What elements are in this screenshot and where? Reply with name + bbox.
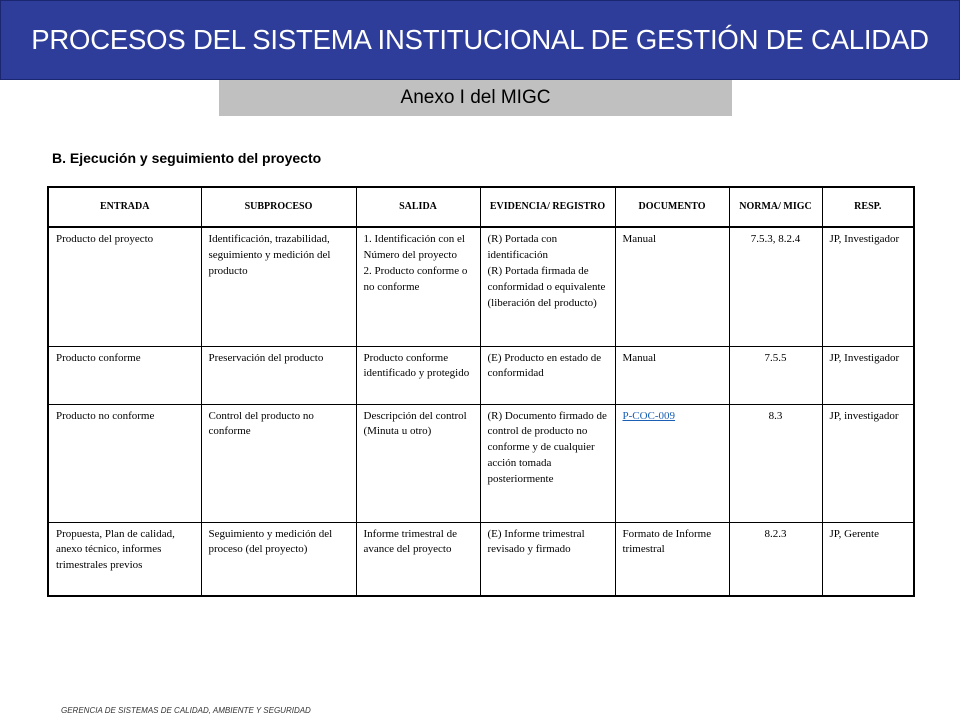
- table-row: [48, 346, 914, 404]
- cell-evidencia: (E) Producto en estado de conformidad: [480, 346, 615, 404]
- cell-documento: Manual: [615, 346, 729, 404]
- cell-subproceso: Control del producto no conforme: [201, 404, 356, 522]
- table-row: [48, 522, 914, 596]
- cell-salida: Informe trimestral de avance del proyecto: [356, 522, 480, 596]
- section-heading: B. Ejecución y seguimiento del proyecto: [52, 150, 322, 166]
- cell-salida: [356, 227, 480, 346]
- column-header-evidencia: EVIDENCIA/ REGISTRO: [480, 187, 615, 227]
- cell-evidencia: (E) Informe trimestral revisado y firmado: [480, 522, 615, 596]
- column-header-documento: DOCUMENTO: [615, 187, 729, 227]
- cell-evidencia: [480, 227, 615, 346]
- column-header-subproceso: SUBPROCESO: [201, 187, 356, 227]
- document-link-p-coc-009[interactable]: P-COC-009: [622, 409, 676, 422]
- cell-norma: 8.3: [729, 404, 822, 522]
- column-header-entrada: ENTRADA: [48, 187, 201, 227]
- footer-text: GERENCIA DE SISTEMAS DE CALIDAD, AMBIENTE Y SEGURIDAD: [61, 706, 311, 715]
- title-banner: [0, 0, 960, 80]
- cell-evidencia: (R) Documento firmado de control de producto no conforme y de cualquier acción tomada posteriormente: [480, 404, 615, 522]
- process-table-container: [47, 186, 913, 597]
- cell-norma: 7.5.3, 8.2.4: [729, 227, 822, 346]
- column-header-resp: RESP.: [822, 187, 914, 227]
- table-row: [48, 227, 914, 346]
- cell-salida: Producto conforme identificado y protegido: [356, 346, 480, 404]
- cell-resp: JP, Gerente: [822, 522, 914, 596]
- table-header-row: [48, 187, 914, 227]
- page-title: PROCESOS DEL SISTEMA INSTITUCIONAL DE GESTIÓN DE CALIDAD: [31, 24, 929, 55]
- cell-norma: 8.2.3: [729, 522, 822, 596]
- cell-resp: JP, Investigador: [822, 227, 914, 346]
- cell-entrada: Producto no conforme: [48, 404, 201, 522]
- cell-resp: JP, Investigador: [822, 346, 914, 404]
- subtitle-bar: [219, 80, 732, 116]
- cell-salida-line: 1. Identificación con el Número del proyecto: [363, 233, 465, 261]
- cell-subproceso: Identificación, trazabilidad, seguimiento y medición del producto: [201, 227, 356, 346]
- cell-documento: Manual: [615, 227, 729, 346]
- cell-subproceso: Seguimiento y medición del proceso (del proyecto): [201, 522, 356, 596]
- cell-documento: Formato de Informe trimestral: [615, 522, 729, 596]
- cell-entrada: Producto del proyecto: [48, 227, 201, 346]
- cell-salida: Descripción del control (Minuta u otro): [356, 404, 480, 522]
- cell-resp: JP, investigador: [822, 404, 914, 522]
- cell-documento: [615, 404, 729, 522]
- cell-entrada: Propuesta, Plan de calidad, anexo técnico, informes trimestrales previos: [48, 522, 201, 596]
- column-header-salida: SALIDA: [356, 187, 480, 227]
- cell-evidencia-line: (R) Portada firmada de conformidad o equivalente (liberación del producto): [487, 264, 606, 309]
- cell-subproceso: Preservación del producto: [201, 346, 356, 404]
- cell-entrada: Producto conforme: [48, 346, 201, 404]
- process-table: [47, 186, 915, 597]
- cell-salida-line: 2. Producto conforme o no conforme: [363, 264, 468, 293]
- cell-norma: 7.5.5: [729, 346, 822, 404]
- subtitle-text: Anexo I del MIGC: [400, 87, 551, 108]
- column-header-norma: NORMA/ MIGC: [729, 187, 822, 227]
- table-row: [48, 404, 914, 522]
- cell-evidencia-line: (R) Portada con identificación: [487, 233, 558, 261]
